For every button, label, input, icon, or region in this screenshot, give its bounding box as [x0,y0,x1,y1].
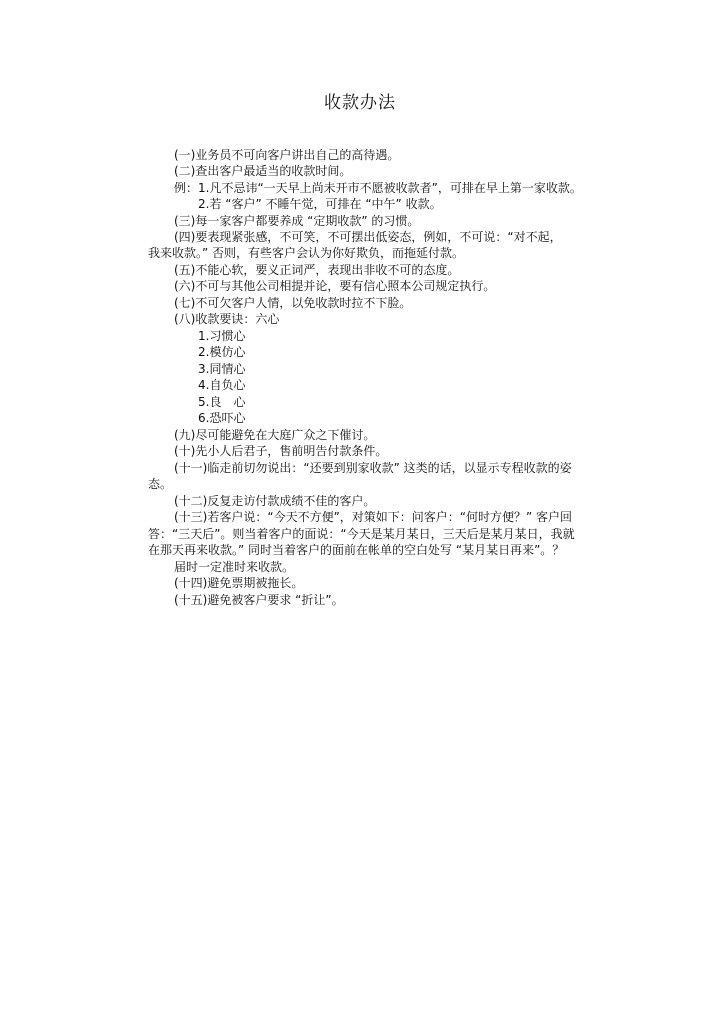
clause-4-cont: 我来收款。” 否则，有些客户会认为你好欺负，而拖延付款。 [148,246,465,260]
clause-4: (四)要表现紧张感，不可笑，不可摆出低姿态，例如，不可说：“对不起， [174,230,562,244]
clause-13-cont: 答：“三天后”。则当着客户的面说：“今天是某月某日，三天后是某月某日，我就 [148,527,575,541]
list-item: 5.良 心 [198,395,246,409]
clause-13: (十三)若客户说：“今天不方便”，对策如下：问客户：“何时方便？” 客户回 [174,510,573,524]
clause-14: (十四)避免票期被拖长。 [174,576,304,590]
list-item: 4.自负心 [198,378,246,392]
clause-9: (九)尽可能避免在大庭广众之下催讨。 [174,428,376,442]
clause-15: (十五)避免被客户要求 “折让”。 [174,593,344,607]
list-item: 6.恐吓心 [198,411,246,425]
clause-2-example-1: 例：1.凡不忌讳“一天早上尚未开市不愿被收款者”，可排在早上第一家收款。 [174,181,582,195]
clause-3: (三)每一家客户都要养成 “定期收款” 的习惯。 [174,214,420,228]
clause-6: (六)不可与其他公司相提并论，要有信心照本公司规定执行。 [174,279,496,293]
list-item: 3.同情心 [198,362,246,376]
clause-11-cont: 态。 [148,477,173,491]
clause-12: (十二)反复走访付款成绩不佳的客户。 [174,494,376,508]
clause-13-cont: 在那天再来收款。” 同时当着客户的面前在帐单的空白处写 “某月某日再来”。？ [148,543,565,557]
clause-5: (五)不能心软，要义正词严，表现出非收不可的态度。 [174,263,460,277]
list-item: 2.模仿心 [198,345,246,359]
clause-2-example-2: 2.若 “客户” 不睡午觉，可排在 “中午” 收款。 [198,197,442,211]
clause-1: (一)业务员不可向客户讲出自己的高待遇。 [174,148,400,162]
clause-7: (七)不可欠客户人情，以免收款时拉不下脸。 [174,296,412,310]
list-item: 1.习惯心 [198,329,246,343]
clause-2: (二)查出客户最适当的收款时间。 [174,164,352,178]
clause-13-cont: 届时一定准时来收款。 [174,560,295,574]
document-title: 收款办法 [324,93,396,113]
clause-10: (十)先小人后君子，售前明告付款条件。 [174,444,388,458]
clause-11: (十一)临走前切勿说出：“还要到别家收款” 这类的话，以显示专程收款的姿 [174,461,572,475]
clause-8: (八)收款要诀：六心 [174,312,280,326]
